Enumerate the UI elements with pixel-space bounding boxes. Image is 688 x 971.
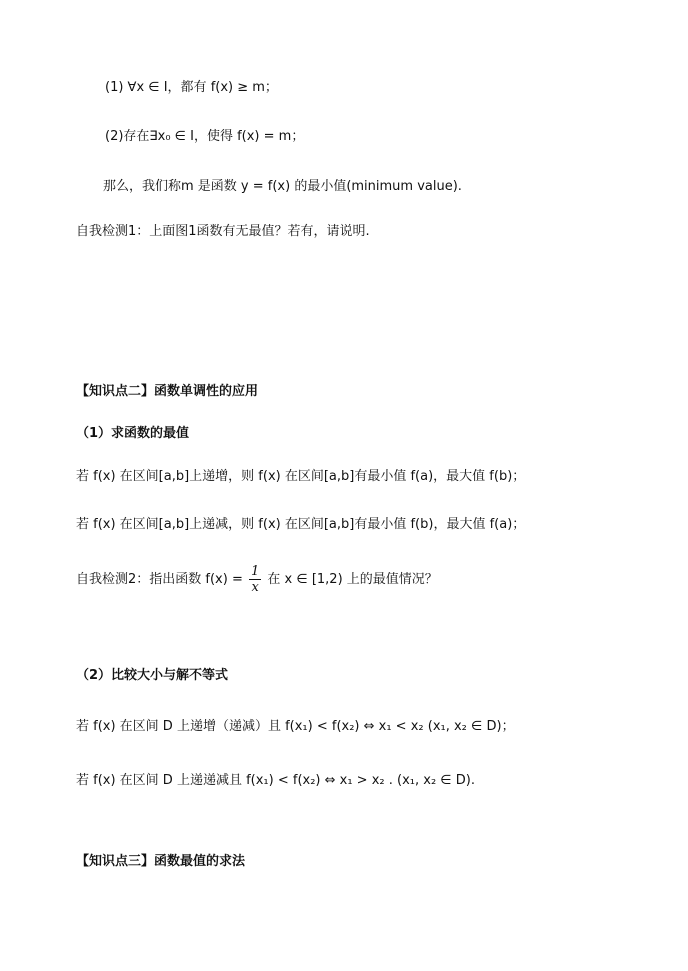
- self-check-1: 自我检测1：上面图1函数有无最值？若有，请说明.: [76, 224, 370, 239]
- condition-1: (1) ∀x ∈ I，都有 f(x) ≥ m；: [105, 80, 278, 95]
- fraction-numerator: 1: [250, 564, 260, 579]
- condition-2: (2)存在∃x₀ ∈ I，使得 f(x) = m；: [105, 129, 305, 144]
- self-check-2: [76, 563, 438, 597]
- increasing-rule: 若 f(x) 在区间[a,b]上递增，则 f(x) 在区间[a,b]有最小值 f(a)，最大值 f(b)；: [76, 469, 526, 484]
- subheading-find-extrema: （1）求函数的最值: [76, 426, 190, 441]
- fraction-denominator: x: [251, 580, 259, 595]
- section-heading-2: 【知识点二】函数单调性的应用: [76, 384, 259, 399]
- subheading-compare-solve: （2）比较大小与解不等式: [76, 668, 229, 683]
- inequality-rule-1: 若 f(x) 在区间 D 上递增（递减）且 f(x₁) < f(x₂) ⇔ x₁ < x₂ (x₁, x₂ ∈ D)；: [76, 719, 515, 734]
- fraction: [249, 564, 261, 595]
- inequality-rule-2: 若 f(x) 在区间 D 上递递减且 f(x₁) < f(x₂) ⇔ x₁ > x₂ . (x₁, x₂ ∈ D).: [76, 773, 475, 788]
- self-check-2-suffix: 在 x ∈ [1,2) 上的最值情况？: [267, 572, 438, 587]
- decreasing-rule: 若 f(x) 在区间[a,b]上递减，则 f(x) 在区间[a,b]有最小值 f(b)，最大值 f(a)；: [76, 517, 526, 532]
- self-check-2-prefix: 自我检测2：指出函数 f(x) =: [76, 572, 243, 587]
- section-heading-3: 【知识点三】函数最值的求法: [76, 854, 246, 869]
- minimum-value-definition: 那么，我们称m 是函数 y = f(x) 的最小值(minimum value).: [103, 179, 462, 194]
